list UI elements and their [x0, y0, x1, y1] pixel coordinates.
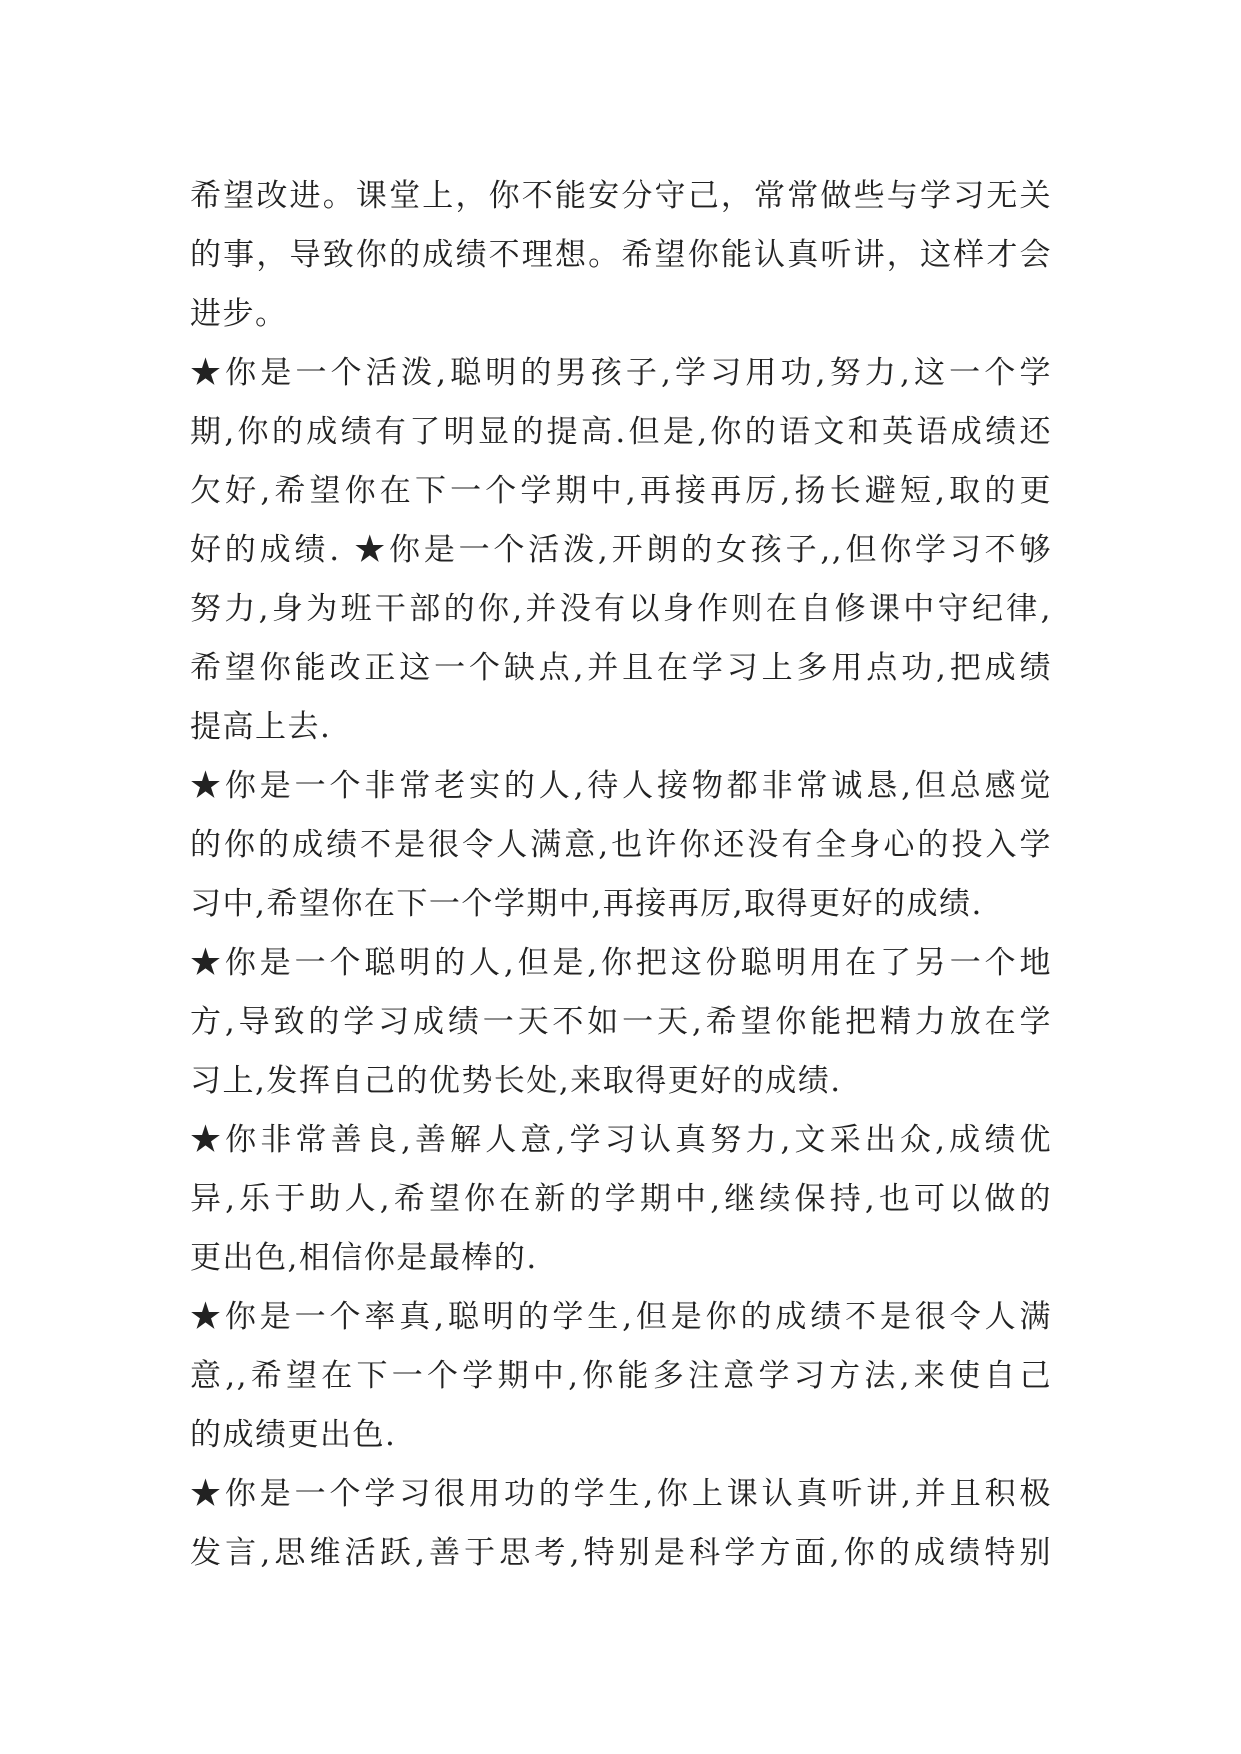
text-line: 发言,思维活跃,善于思考,特别是科学方面,你的成绩特别	[190, 1535, 1052, 1571]
text-line: ★你是一个聪明的人,但是,你把这份聪明用在了另一个地	[190, 945, 1052, 981]
text-line: 的事，导致你的成绩不理想。希望你能认真听讲，这样才会	[190, 237, 1052, 273]
text-line: ★你是一个率真,聪明的学生,但是你的成绩不是很令人满	[190, 1299, 1052, 1335]
text-line: 习上,发挥自己的优势长处,来取得更好的成绩.	[190, 1063, 842, 1099]
text-line: 好的成绩. ★你是一个活泼,开朗的女孩子,,但你学习不够	[190, 532, 1052, 568]
text-line: 异,乐于助人,希望你在新的学期中,继续保持,也可以做的	[190, 1181, 1052, 1217]
text-line: 希望改进。课堂上，你不能安分守己，常常做些与学习无关	[190, 178, 1052, 214]
text-line: 进步。	[190, 296, 288, 332]
text-line: 习中,希望你在下一个学期中,再接再厉,取得更好的成绩.	[190, 886, 983, 922]
text-line: 希望你能改正这一个缺点,并且在学习上多用点功,把成绩	[190, 650, 1052, 686]
text-line: 期,你的成绩有了明显的提高.但是,你的语文和英语成绩还	[190, 414, 1052, 450]
text-line: 意,,希望在下一个学期中,你能多注意学习方法,来使自己	[190, 1358, 1052, 1394]
text-line: ★你非常善良,善解人意,学习认真努力,文采出众,成绩优	[190, 1122, 1052, 1158]
text-line: 的你的成绩不是很令人满意,也许你还没有全身心的投入学	[190, 827, 1052, 863]
text-line: 的成绩更出色.	[190, 1417, 397, 1453]
text-line: 方,导致的学习成绩一天不如一天,希望你能把精力放在学	[190, 1004, 1052, 1040]
text-line: 更出色,相信你是最棒的.	[190, 1240, 538, 1276]
text-line: 提高上去.	[190, 709, 332, 745]
document-body	[190, 167, 1052, 1583]
text-line: ★你是一个非常老实的人,待人接物都非常诚恳,但总感觉	[190, 768, 1052, 804]
text-line: ★你是一个学习很用功的学生,你上课认真听讲,并且积极	[190, 1476, 1052, 1512]
text-line: 努力,身为班干部的你,并没有以身作则在自修课中守纪律,	[190, 591, 1052, 627]
text-line: 欠好,希望你在下一个学期中,再接再厉,扬长避短,取的更	[190, 473, 1052, 509]
text-line: ★你是一个活泼,聪明的男孩子,学习用功,努力,这一个学	[190, 355, 1052, 391]
